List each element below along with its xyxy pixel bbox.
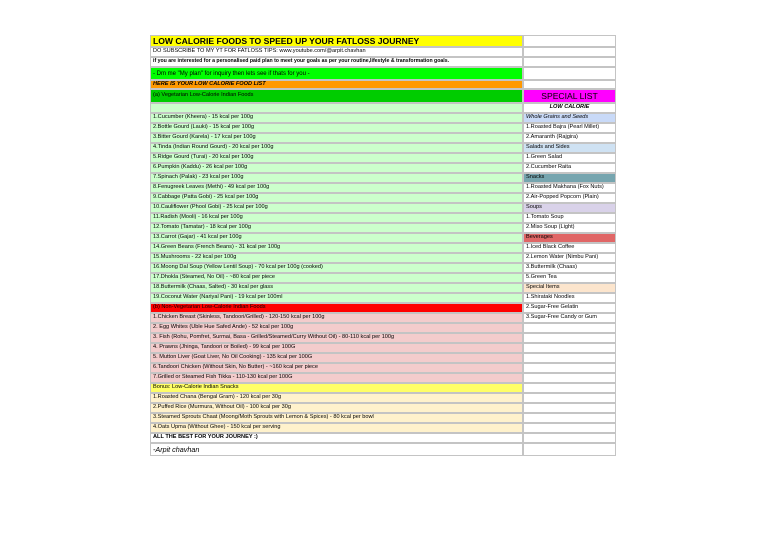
veg-item[interactable]: 9.Cabbage (Patta Gobi) - 25 kcal per 100g [150, 193, 523, 203]
dm-note[interactable]: - Dm me "My plan" for inquiry then lets see if thats for you - [150, 67, 523, 80]
blank-cell[interactable] [523, 433, 616, 443]
special-subtitle[interactable]: LOW CALORIE [523, 103, 616, 113]
best-wishes[interactable]: ALL THE BEST FOR YOUR JOURNEY :) [150, 433, 523, 443]
subscribe-note[interactable]: DO SUBSCRIBE TO MY YT FOR FATLOSS TIPS: www.youtube.com/@arpit.chavhan [150, 47, 523, 57]
veg-item[interactable]: 14.Green Beans (French Beans) - 31 kcal per 100g [150, 243, 523, 253]
nonveg-item[interactable]: 3. Fish (Rohu, Pomfret, Surmai, Basa - Grilled/Steamed/Curry Without Oil) - 80-110 kcal per 100g [150, 333, 523, 343]
list-heading[interactable]: HERE IS YOUR LOW CALORIE FOOD LIST [150, 80, 523, 89]
veg-item[interactable]: 4.Tinda (Indian Round Gourd) - 20 kcal per 100g [150, 143, 523, 153]
blank-cell[interactable] [523, 35, 616, 47]
special-item[interactable]: 2.Sugar-Free Gelatin [523, 303, 616, 313]
special-item[interactable]: 2.Lemon Water (Nimbu Pani) [523, 253, 616, 263]
blank-cell[interactable] [523, 47, 616, 57]
blank-cell[interactable] [523, 443, 616, 456]
veg-item[interactable]: 3.Bitter Gourd (Karela) - 17 kcal per 100g [150, 133, 523, 143]
blank-cell[interactable] [523, 403, 616, 413]
veg-item[interactable]: 7.Spinach (Palak) - 23 kcal per 100g [150, 173, 523, 183]
beverages-heading[interactable]: Beverages [523, 233, 616, 243]
veg-item[interactable]: 16.Moong Dal Soup (Yellow Lentil Soup) - 70 kcal per 100g (cooked) [150, 263, 523, 273]
veg-item[interactable]: 6.Pumpkin (Kaddu) - 26 kcal per 100g [150, 163, 523, 173]
special-item[interactable]: 1.Roasted Makhana (Fox Nuts) [523, 183, 616, 193]
bonus-item[interactable]: 4.Oats Upma (Without Ghee) - 150 kcal per serving [150, 423, 523, 433]
special-item[interactable]: 2.Amaranth (Rajgira) [523, 133, 616, 143]
salads-heading[interactable]: Salads and Sides [523, 143, 616, 153]
veg-item[interactable]: 17.Dhokla (Steamed, No Oil) - ~80 kcal per piece [150, 273, 523, 283]
nonveg-item[interactable]: 7.Grilled or Steamed Fish Tikka - 110-130 kcal per 100G [150, 373, 523, 383]
veg-item[interactable]: 19.Coconut Water (Nariyal Pani) - 19 kcal per 100ml [150, 293, 523, 303]
special-item[interactable]: 3.Buttermilk (Chaas) [523, 263, 616, 273]
veg-item[interactable]: 15.Mushrooms - 22 kcal per 100g [150, 253, 523, 263]
blank-cell[interactable] [523, 343, 616, 353]
bonus-item[interactable]: 2.Puffed Rice (Murmura, Without Oil) - 100 kcal per 30g [150, 403, 523, 413]
special-item[interactable]: 2.Miso Soup (Light) [523, 223, 616, 233]
soups-heading[interactable]: Soups [523, 203, 616, 213]
veg-heading[interactable]: (a) Vegetarian Low-Calorie Indian Foods [150, 89, 523, 103]
blank-cell[interactable] [523, 57, 616, 67]
blank-cell[interactable] [523, 373, 616, 383]
blank-cell[interactable] [523, 423, 616, 433]
grains-heading[interactable]: Whole Grains and Seeds [523, 113, 616, 123]
special-item[interactable]: 2.Air-Popped Popcorn (Plain) [523, 193, 616, 203]
veg-item[interactable]: 8.Fenugreek Leaves (Methi) - 49 kcal per 100g [150, 183, 523, 193]
nonveg-item[interactable]: 4. Prawns (Jhinga, Tandoori or Boiled) - 99 kcal per 100G [150, 343, 523, 353]
snacks-heading[interactable]: Snacks [523, 173, 616, 183]
veg-item[interactable]: 18.Buttermilk (Chaas, Salted) - 30 kcal per glass [150, 283, 523, 293]
special-items-heading[interactable]: Special Items [523, 283, 616, 293]
nonveg-heading[interactable]: (b) Non-Vegetarian Low-Calorie Indian Foods [150, 303, 523, 313]
special-item[interactable]: 1.Tomato Soup [523, 213, 616, 223]
blank-cell[interactable] [523, 80, 616, 89]
blank-cell[interactable] [150, 103, 523, 113]
special-list-title[interactable]: SPECIAL LIST [523, 89, 616, 103]
nonveg-item[interactable]: 1.Chicken Breast (Skinless, Tandoori/Grilled) - 120-150 kcal per 100g [150, 313, 523, 323]
signature[interactable]: -Arpit chavhan [150, 443, 523, 456]
veg-item[interactable]: 13.Carrot (Gajar) - 41 kcal per 100g [150, 233, 523, 243]
veg-item[interactable]: 5.Ridge Gourd (Turai) - 20 kcal per 100g [150, 153, 523, 163]
nonveg-item[interactable]: 2. Egg Whites (Uble Hue Safed Ande) - 52 kcal per 100g [150, 323, 523, 333]
blank-cell[interactable] [523, 67, 616, 80]
nonveg-item[interactable]: 5. Mutton Liver (Goat Liver, No Oil Cooking) - 135 kcal per 100G [150, 353, 523, 363]
sheet-title[interactable]: LOW CALORIE FOODS TO SPEED UP YOUR FATLOSS JOURNEY [150, 35, 523, 47]
special-item[interactable]: 1.Iced Black Coffee [523, 243, 616, 253]
special-item[interactable]: 1.Roasted Bajra (Pearl Millet) [523, 123, 616, 133]
blank-cell[interactable] [523, 393, 616, 403]
veg-item[interactable]: 1.Cucumber (Kheera) - 15 kcal per 100g [150, 113, 523, 123]
special-item[interactable]: 1.Shirataki Noodles [523, 293, 616, 303]
veg-item[interactable]: 12.Tomato (Tamatar) - 18 kcal per 100g [150, 223, 523, 233]
blank-cell[interactable] [523, 363, 616, 373]
special-item[interactable]: 5.Green Tea [523, 273, 616, 283]
veg-item[interactable]: 11.Radish (Mooli) - 16 kcal per 100g [150, 213, 523, 223]
bonus-heading[interactable]: Bonus: Low-Calorie Indian Snacks [150, 383, 523, 393]
blank-cell[interactable] [523, 353, 616, 363]
special-item[interactable]: 2.Cucumber Raita [523, 163, 616, 173]
special-item[interactable]: 3.Sugar-Free Candy or Gum [523, 313, 616, 323]
blank-cell[interactable] [523, 333, 616, 343]
veg-item[interactable]: 10.Cauliflower (Phool Gobi) - 25 kcal per 100g [150, 203, 523, 213]
blank-cell[interactable] [523, 383, 616, 393]
blank-cell[interactable] [523, 323, 616, 333]
paid-plan-note[interactable]: if you are interested for a personalised paid plan to meet your goals as per your routine,lifestyle & transformation goals. [150, 57, 523, 67]
veg-item[interactable]: 2.Bottle Gourd (Lauki) - 15 kcal per 100g [150, 123, 523, 133]
nonveg-item[interactable]: 6.Tandoori Chicken (Without Skin, No Butter) - ~160 kcal per piece [150, 363, 523, 373]
bonus-item[interactable]: 3.Steamed Sprouts Chaat (Moong/Moth Sprouts with Lemon & Spices) - 80 kcal per bowl [150, 413, 523, 423]
bonus-item[interactable]: 1.Roasted Chana (Bengal Gram) - 120 kcal per 30g [150, 393, 523, 403]
blank-cell[interactable] [523, 413, 616, 423]
special-item[interactable]: 1.Green Salad [523, 153, 616, 163]
